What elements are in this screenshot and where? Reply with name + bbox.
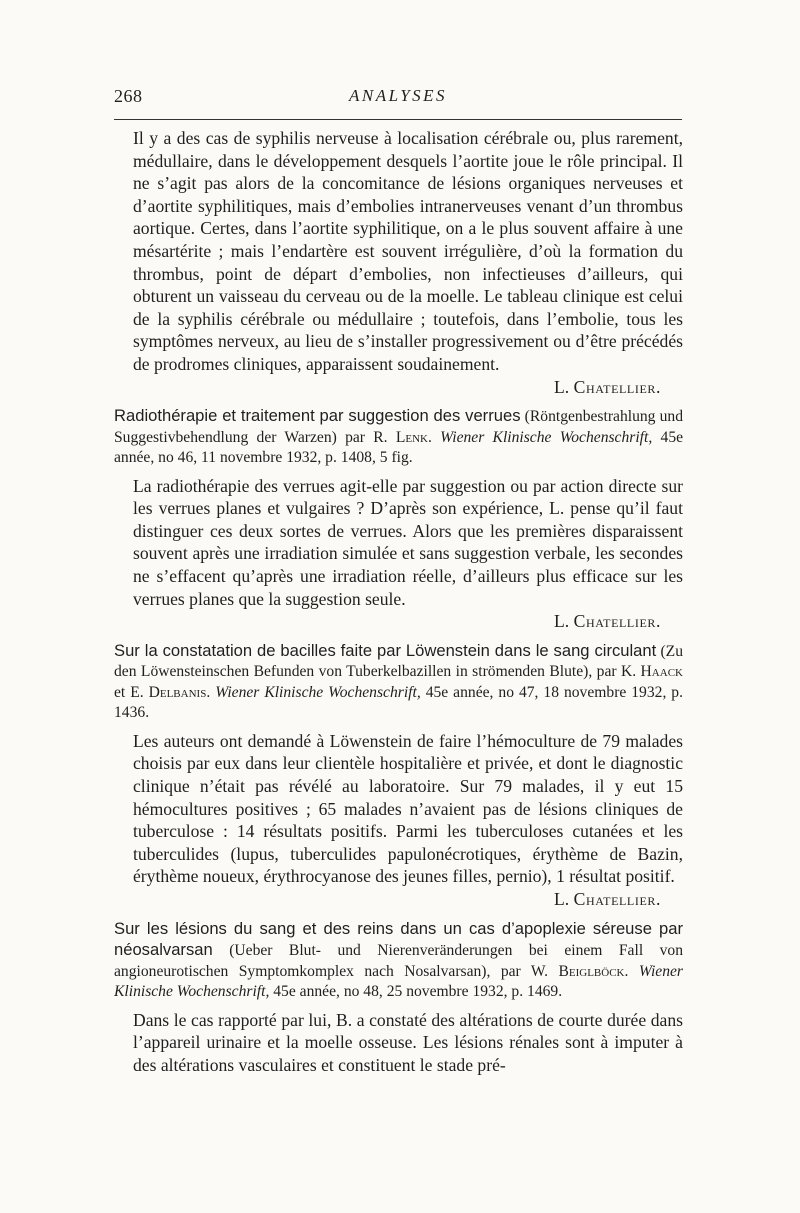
article3-title: Sur la constatation de bacilles faite par Löwenstein dans le sang circulant: [114, 640, 657, 660]
article2-body: La radiothérapie des verrues agit-elle par suggestion ou par action directe sur les verrues planes et vulgaires ? D’après son expérience, L. pense qu’il faut distinguer ces deux sortes de verrues. Alors que les premières disparaissent souvent après une irradiation simulée et sans suggestion verbale, les secondes ne s’effacent qu’après une irradiation réelle, d’ailleurs plus efficace sur les verrues planes que la suggestion seule.: [133, 475, 683, 609]
page-content: [114, 127, 684, 1076]
article3-author-2: Delbanis.: [148, 683, 211, 701]
article3-journal: Wiener Klinische Wochenschrift,: [215, 683, 421, 701]
article4-original-title: (Ueber Blut- und Nierenveränderungen bei einem Fall von angioneurotischen Symptomkomplex nach Nosalvarsan),: [114, 942, 683, 980]
article4-author: Beiglböck.: [558, 962, 629, 980]
article3-body: Les auteurs ont demandé à Löwenstein de faire l’hémoculture de 79 malades choisis par eux dans leur clientèle hospitalière et privée, et dont le diagnostic clinique n’était pas révélé au laboratoire. Sur 79 malades, il y eut 15 hémocultures positives ; 65 malades n’avaient pas de lésions cliniques de tuberculose : 14 résultats positifs. Parmi les tuberculoses cutanées et les tuberculides (lupus, tuberculides papulonécrotiques, érythème de Bazin, érythème noueux, érythrocyanose des jeunes filles, pernio), 1 résultat positif.: [133, 730, 683, 887]
article2-original-title: (Röntgenbestrahlung und Suggestivbehendlung der Warzen): [114, 408, 684, 446]
signature-name: Chatellier.: [573, 888, 661, 909]
signature-name: Chatellier.: [573, 376, 661, 397]
article4-citation: 45e année, no 48, 25 novembre 1932, p. 1469.: [273, 983, 563, 1001]
running-title: ANALYSES: [348, 86, 448, 105]
article2-citation: 45e année, no 46, 11 novembre 1932, p. 1408, 5 fig.: [114, 428, 684, 467]
article2-title: Radiothérapie et traitement par suggestion des verrues: [114, 406, 521, 426]
article2-heading: Radiothérapie et traitement par suggestion des verrues (Röntgenbestrahlung und Suggestivbehendlung der Warzen) par R. Lenk. Wiener Klinische Wochenschrift, 45e année, no 46, 11 novembre 1932, p. 1408, 5 fig.: [114, 406, 684, 467]
article2-author: Lenk.: [395, 428, 432, 446]
page-number: 268: [114, 86, 143, 106]
header-rule: [114, 119, 682, 120]
article4-title: Sur les lésions du sang et des reins dans un cas d’apoplexie séreuse par néosalvarsan: [114, 918, 683, 960]
page-header: [114, 86, 682, 110]
article3-heading: Sur la constatation de bacilles faite par Löwenstein dans le sang circulant (Zu den Löwensteinschen Befunden von Tuberkelbazillen in strömenden Blute), par K. Haack et E. Delbanis. Wiener Klinische Wochenschrift, 45e année, no 47, 18 novembre 1932, p. 1436.: [114, 640, 684, 722]
article2-signature: L. Chatellier.: [554, 611, 661, 632]
signature-name: Chatellier.: [573, 611, 661, 632]
article4-journal: Wiener Klinische Wochenschrift,: [114, 962, 683, 1001]
article2-journal: Wiener Klinische Wochenschrift,: [440, 428, 653, 446]
article3-author-1: Haack: [640, 663, 683, 681]
article4-heading: Sur les lésions du sang et des reins dans un cas d’apoplexie séreuse par néosalvarsan (Ueber Blut- und Nierenveränderungen bei einem Fall von angioneurotischen Symptomkomplex nach Nosalvarsan), par W. Beiglböck. Wiener Klinische Wochenschrift, 45e année, no 48, 25 novembre 1932, p. 1469.: [114, 918, 683, 1001]
section1-paragraph: Il y a des cas de syphilis nerveuse à localisation cérébrale ou, plus rarement, médullaire, dans le développement desquels l’aortite joue le rôle principal. Il ne s’agit pas alors de la concomitance de lésions organiques nerveuses et d’aortite syphilitiques, mais d’embolies intranerveuses venant d’un thrombus aortique. Certes, dans l’aortite syphilitique, on a le plus souvent affaire à une mésartérite ; mais l’endartère est souvent irrégulière, d’où la formation du thrombus, point de départ d’embolies, non infectieuses d’ailleurs, qui obturent un vaisseau du cerveau ou de la moelle. Le tableau clinique est celui de la syphilis cérébrale ou médullaire ; toutefois, dans l’embolie, tous les symptômes nerveux, au lieu de s’installer progressivement ou d’être précédés de prodromes cliniques, apparaissent soudainement.: [133, 128, 683, 374]
article3-signature: L. Chatellier.: [554, 888, 661, 909]
section1-signature: L. Chatellier.: [554, 376, 661, 397]
article4-body: Dans le cas rapporté par lui, B. a constaté des altérations de courte durée dans l’appareil urinaire et la moelle osseuse. Les lésions rénales sont à imputer à des altérations vasculaires et constituent le stade pré-: [133, 1009, 683, 1075]
article3-original-title: (Zu den Löwensteinschen Befunden von Tuberkelbazillen in strömenden Blute),: [114, 642, 683, 681]
article3-citation: 45e année, no 47, 18 novembre 1932, p. 1436.: [114, 683, 684, 722]
